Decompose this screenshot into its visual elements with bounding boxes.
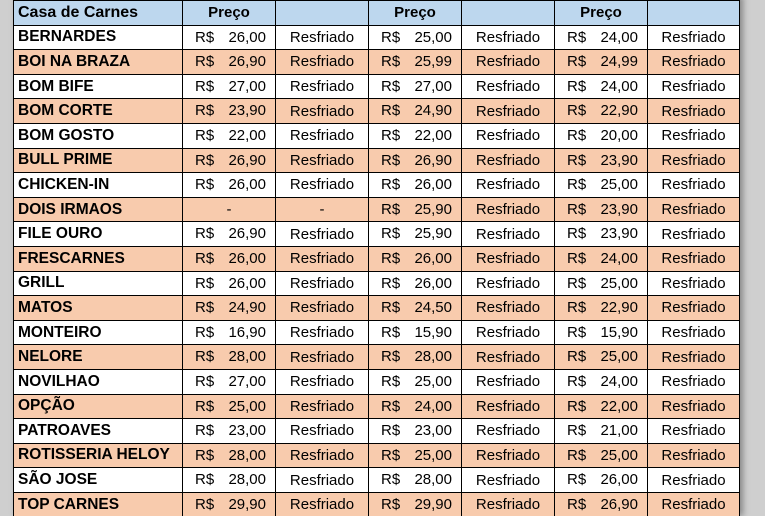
price-cell[interactable] xyxy=(369,345,462,370)
store-name-cell[interactable]: NOVILHAO xyxy=(14,369,183,394)
price-value: 24,50 xyxy=(414,299,452,317)
price-cell[interactable] xyxy=(183,148,276,173)
price-value: 24,90 xyxy=(414,102,452,120)
status-cell[interactable]: Resfriado xyxy=(276,468,369,493)
price-cell[interactable] xyxy=(369,148,462,173)
price-cell[interactable] xyxy=(555,492,648,516)
status-cell[interactable]: Resfriado xyxy=(462,74,555,99)
table-row xyxy=(14,419,740,444)
price-cell[interactable] xyxy=(369,320,462,345)
currency-symbol: R$ xyxy=(381,53,401,71)
store-name-cell[interactable]: MONTEIRO xyxy=(14,320,183,345)
price-value: 25,00 xyxy=(600,176,638,194)
currency-symbol: R$ xyxy=(381,28,401,46)
status-cell[interactable]: Resfriado xyxy=(648,197,740,222)
table-row xyxy=(14,99,740,124)
price-cell[interactable] xyxy=(369,369,462,394)
price-value: 25,00 xyxy=(228,397,266,415)
price-value: 28,00 xyxy=(228,471,266,489)
status-cell[interactable]: Resfriado xyxy=(462,394,555,419)
price-value: 26,90 xyxy=(228,225,266,243)
price-cell[interactable] xyxy=(369,419,462,444)
price-value: 26,00 xyxy=(414,249,452,267)
price-cell[interactable] xyxy=(369,173,462,198)
price-value: 15,90 xyxy=(414,323,452,341)
price-value: 22,00 xyxy=(228,126,266,144)
currency-symbol: R$ xyxy=(567,495,587,513)
currency-symbol: R$ xyxy=(567,126,587,144)
status-cell[interactable]: Resfriado xyxy=(462,443,555,468)
price-cell[interactable] xyxy=(183,296,276,321)
price-cell[interactable] xyxy=(183,369,276,394)
currency-symbol: R$ xyxy=(567,77,587,95)
price-cell[interactable] xyxy=(555,123,648,148)
status-cell[interactable]: Resfriado xyxy=(462,99,555,124)
currency-symbol: R$ xyxy=(567,299,587,317)
status-cell[interactable]: Resfriado xyxy=(276,173,369,198)
price-value: 25,00 xyxy=(414,446,452,464)
price-cell[interactable] xyxy=(555,173,648,198)
currency-symbol: R$ xyxy=(567,102,587,120)
price-value: 22,00 xyxy=(600,397,638,415)
price-cell[interactable] xyxy=(555,148,648,173)
price-value: 25,90 xyxy=(414,200,452,218)
table-row xyxy=(14,468,740,493)
status-cell[interactable]: Resfriado xyxy=(276,296,369,321)
status-cell[interactable]: Resfriado xyxy=(462,271,555,296)
status-cell[interactable]: Resfriado xyxy=(462,369,555,394)
currency-symbol: R$ xyxy=(195,446,215,464)
price-cell[interactable] xyxy=(369,222,462,247)
status-cell[interactable]: Resfriado xyxy=(276,345,369,370)
price-cell[interactable] xyxy=(183,468,276,493)
status-cell[interactable]: Resfriado xyxy=(648,173,740,198)
currency-symbol: R$ xyxy=(567,274,587,292)
table-row xyxy=(14,369,740,394)
status-cell[interactable]: Resfriado xyxy=(276,148,369,173)
table-row xyxy=(14,74,740,99)
price-value: 21,00 xyxy=(600,422,638,440)
currency-symbol: R$ xyxy=(195,225,215,243)
store-name-cell[interactable]: FRESCARNES xyxy=(14,246,183,271)
price-cell[interactable] xyxy=(183,320,276,345)
store-name-cell[interactable]: BERNARDES xyxy=(14,25,183,50)
price-value: 24,90 xyxy=(228,299,266,317)
status-cell[interactable]: Resfriado xyxy=(648,246,740,271)
column-header-price-2: Preço xyxy=(369,1,462,26)
price-cell[interactable] xyxy=(555,296,648,321)
status-cell[interactable]: Resfriado xyxy=(648,369,740,394)
store-name-cell[interactable]: CHICKEN-IN xyxy=(14,173,183,198)
status-cell[interactable]: Resfriado xyxy=(462,296,555,321)
store-name-cell[interactable]: DOIS IRMAOS xyxy=(14,197,183,222)
currency-symbol: R$ xyxy=(381,225,401,243)
currency-symbol: R$ xyxy=(381,249,401,267)
status-cell[interactable]: Resfriado xyxy=(462,123,555,148)
currency-symbol: R$ xyxy=(567,176,587,194)
price-cell[interactable] xyxy=(555,197,648,222)
store-name-cell[interactable]: FILE OURO xyxy=(14,222,183,247)
status-cell[interactable]: Resfriado xyxy=(276,25,369,50)
price-value: 28,00 xyxy=(414,348,452,366)
currency-symbol: R$ xyxy=(567,249,587,267)
store-name-cell[interactable]: TOP CARNES xyxy=(14,492,183,516)
table-row xyxy=(14,246,740,271)
store-name-cell[interactable]: PATROAVES xyxy=(14,419,183,444)
price-value: 25,00 xyxy=(600,348,638,366)
price-value: 22,90 xyxy=(600,102,638,120)
currency-symbol: R$ xyxy=(195,495,215,513)
status-cell[interactable]: Resfriado xyxy=(648,271,740,296)
status-cell[interactable]: Resfriado xyxy=(276,320,369,345)
price-value: 29,90 xyxy=(228,495,266,513)
price-cell[interactable] xyxy=(555,468,648,493)
price-value: 23,90 xyxy=(600,151,638,169)
currency-symbol: R$ xyxy=(381,151,401,169)
table-row xyxy=(14,320,740,345)
price-value: 26,00 xyxy=(228,176,266,194)
price-cell[interactable] xyxy=(555,369,648,394)
currency-symbol: R$ xyxy=(567,53,587,71)
price-cell[interactable] xyxy=(555,443,648,468)
status-cell[interactable]: Resfriado xyxy=(648,320,740,345)
price-cell[interactable] xyxy=(555,246,648,271)
price-value: 26,00 xyxy=(600,471,638,489)
currency-symbol: R$ xyxy=(567,422,587,440)
price-cell[interactable] xyxy=(183,25,276,50)
price-cell[interactable] xyxy=(369,271,462,296)
price-value: 23,90 xyxy=(600,200,638,218)
table-row xyxy=(14,492,740,516)
currency-symbol: R$ xyxy=(567,225,587,243)
price-value: 22,00 xyxy=(414,126,452,144)
status-cell[interactable]: Resfriado xyxy=(462,468,555,493)
currency-symbol: R$ xyxy=(381,200,401,218)
currency-symbol: R$ xyxy=(381,348,401,366)
price-value: 23,00 xyxy=(228,422,266,440)
currency-symbol: R$ xyxy=(195,471,215,489)
currency-symbol: R$ xyxy=(567,471,587,489)
status-cell[interactable]: Resfriado xyxy=(648,345,740,370)
price-cell[interactable] xyxy=(369,50,462,75)
price-cell[interactable] xyxy=(183,246,276,271)
column-header-status-3 xyxy=(648,1,740,26)
store-name-cell[interactable]: BOM BIFE xyxy=(14,74,183,99)
currency-symbol: R$ xyxy=(381,323,401,341)
status-cell[interactable]: Resfriado xyxy=(462,492,555,516)
price-value: 24,00 xyxy=(600,249,638,267)
price-cell[interactable] xyxy=(555,74,648,99)
price-cell[interactable] xyxy=(183,50,276,75)
status-cell[interactable]: Resfriado xyxy=(276,394,369,419)
price-value: 27,00 xyxy=(228,77,266,95)
price-value: 24,00 xyxy=(600,372,638,390)
table-row xyxy=(14,123,740,148)
status-cell[interactable]: - xyxy=(276,197,369,222)
currency-symbol: R$ xyxy=(567,397,587,415)
status-cell[interactable]: Resfriado xyxy=(462,320,555,345)
currency-symbol: R$ xyxy=(567,348,587,366)
price-table xyxy=(13,0,740,516)
price-cell[interactable] xyxy=(183,74,276,99)
price-cell[interactable] xyxy=(555,222,648,247)
currency-symbol: R$ xyxy=(381,446,401,464)
price-cell[interactable] xyxy=(555,345,648,370)
column-header-status-2 xyxy=(462,1,555,26)
price-value: 26,00 xyxy=(228,249,266,267)
status-cell[interactable]: Resfriado xyxy=(648,25,740,50)
table-row xyxy=(14,443,740,468)
status-cell[interactable]: Resfriado xyxy=(276,443,369,468)
price-value: 22,90 xyxy=(600,299,638,317)
price-cell[interactable] xyxy=(555,271,648,296)
price-value: 25,00 xyxy=(414,28,452,46)
price-cell[interactable] xyxy=(183,197,276,222)
price-value: 20,00 xyxy=(600,126,638,144)
price-cell[interactable] xyxy=(183,222,276,247)
status-cell[interactable]: Resfriado xyxy=(276,492,369,516)
currency-symbol: R$ xyxy=(195,126,215,144)
store-name-cell[interactable]: BOM GOSTO xyxy=(14,123,183,148)
price-value: 26,90 xyxy=(228,151,266,169)
status-cell[interactable]: Resfriado xyxy=(276,246,369,271)
table-row xyxy=(14,148,740,173)
status-cell[interactable]: Resfriado xyxy=(648,296,740,321)
status-cell[interactable]: Resfriado xyxy=(276,74,369,99)
price-cell[interactable] xyxy=(369,123,462,148)
price-value: 15,90 xyxy=(600,323,638,341)
price-value: 24,99 xyxy=(600,53,638,71)
price-value: 28,00 xyxy=(228,446,266,464)
status-cell[interactable]: Resfriado xyxy=(462,148,555,173)
currency-symbol: R$ xyxy=(195,397,215,415)
status-cell[interactable]: Resfriado xyxy=(648,394,740,419)
currency-symbol: R$ xyxy=(567,446,587,464)
status-cell[interactable]: Resfriado xyxy=(276,50,369,75)
status-cell[interactable]: Resfriado xyxy=(648,443,740,468)
price-value: 26,90 xyxy=(414,151,452,169)
currency-symbol: R$ xyxy=(381,422,401,440)
status-cell[interactable]: Resfriado xyxy=(276,222,369,247)
price-cell[interactable] xyxy=(369,197,462,222)
status-cell[interactable]: Resfriado xyxy=(648,74,740,99)
price-cell[interactable] xyxy=(183,173,276,198)
status-cell[interactable]: Resfriado xyxy=(462,173,555,198)
currency-symbol: R$ xyxy=(567,323,587,341)
currency-symbol: R$ xyxy=(195,274,215,292)
status-cell[interactable]: Resfriado xyxy=(648,492,740,516)
table-row xyxy=(14,394,740,419)
price-cell[interactable] xyxy=(183,345,276,370)
status-cell[interactable]: Resfriado xyxy=(462,419,555,444)
price-cell[interactable] xyxy=(555,99,648,124)
price-value: 28,00 xyxy=(228,348,266,366)
currency-symbol: R$ xyxy=(195,323,215,341)
price-value: - xyxy=(226,200,232,218)
price-cell[interactable] xyxy=(369,443,462,468)
status-cell[interactable]: Resfriado xyxy=(648,468,740,493)
currency-symbol: R$ xyxy=(381,495,401,513)
status-cell[interactable]: Resfriado xyxy=(276,99,369,124)
currency-symbol: R$ xyxy=(567,200,587,218)
status-cell[interactable]: Resfriado xyxy=(276,369,369,394)
status-cell[interactable]: Resfriado xyxy=(462,345,555,370)
currency-symbol: R$ xyxy=(381,372,401,390)
currency-symbol: R$ xyxy=(381,471,401,489)
table-row xyxy=(14,50,740,75)
status-cell[interactable]: Resfriado xyxy=(648,123,740,148)
price-cell[interactable] xyxy=(183,394,276,419)
currency-symbol: R$ xyxy=(195,28,215,46)
price-cell[interactable] xyxy=(555,25,648,50)
currency-symbol: R$ xyxy=(381,176,401,194)
status-cell[interactable]: Resfriado xyxy=(648,50,740,75)
price-value: 26,00 xyxy=(414,274,452,292)
price-value: 24,00 xyxy=(600,77,638,95)
column-header-price-1: Preço xyxy=(183,1,276,26)
table-row xyxy=(14,222,740,247)
currency-symbol: R$ xyxy=(381,274,401,292)
price-value: 25,00 xyxy=(600,274,638,292)
status-cell[interactable]: Resfriado xyxy=(462,197,555,222)
status-cell[interactable]: Resfriado xyxy=(462,222,555,247)
price-value: 23,90 xyxy=(600,225,638,243)
store-name-cell[interactable]: BULL PRIME xyxy=(14,148,183,173)
store-name-cell[interactable]: BOI NA BRAZA xyxy=(14,50,183,75)
status-cell[interactable]: Resfriado xyxy=(648,222,740,247)
price-value: 24,00 xyxy=(414,397,452,415)
price-cell[interactable] xyxy=(183,419,276,444)
price-value: 26,90 xyxy=(600,495,638,513)
price-value: 25,99 xyxy=(414,53,452,71)
table-row xyxy=(14,25,740,50)
price-cell[interactable] xyxy=(369,394,462,419)
status-cell[interactable]: Resfriado xyxy=(648,148,740,173)
price-cell[interactable] xyxy=(555,419,648,444)
price-cell[interactable] xyxy=(183,123,276,148)
store-name-cell[interactable]: MATOS xyxy=(14,296,183,321)
column-header-price-3: Preço xyxy=(555,1,648,26)
price-value: 24,00 xyxy=(600,28,638,46)
currency-symbol: R$ xyxy=(381,77,401,95)
currency-symbol: R$ xyxy=(195,53,215,71)
currency-symbol: R$ xyxy=(381,102,401,120)
currency-symbol: R$ xyxy=(381,299,401,317)
currency-symbol: R$ xyxy=(567,372,587,390)
currency-symbol: R$ xyxy=(567,28,587,46)
currency-symbol: R$ xyxy=(195,348,215,366)
price-cell[interactable] xyxy=(183,492,276,516)
store-name-cell[interactable]: BOM CORTE xyxy=(14,99,183,124)
store-name-cell[interactable]: GRILL xyxy=(14,271,183,296)
price-value: 26,90 xyxy=(228,53,266,71)
status-cell[interactable]: Resfriado xyxy=(648,419,740,444)
price-value: 29,90 xyxy=(414,495,452,513)
price-value: 26,00 xyxy=(228,274,266,292)
column-header-store: Casa de Carnes xyxy=(14,1,183,26)
currency-symbol: R$ xyxy=(195,422,215,440)
store-name-cell[interactable]: ROTISSERIA HELOY xyxy=(14,443,183,468)
table-row xyxy=(14,173,740,198)
status-cell[interactable]: Resfriado xyxy=(462,25,555,50)
spreadsheet-sheet xyxy=(13,0,740,516)
price-value: 23,90 xyxy=(228,102,266,120)
price-cell[interactable] xyxy=(183,443,276,468)
price-cell[interactable] xyxy=(183,99,276,124)
price-value: 25,90 xyxy=(414,225,452,243)
price-value: 27,00 xyxy=(414,77,452,95)
price-value: 16,90 xyxy=(228,323,266,341)
price-cell[interactable] xyxy=(369,99,462,124)
status-cell[interactable]: Resfriado xyxy=(648,99,740,124)
price-value: 26,00 xyxy=(414,176,452,194)
header-row xyxy=(14,1,740,26)
currency-symbol: R$ xyxy=(195,151,215,169)
store-name-cell[interactable]: NELORE xyxy=(14,345,183,370)
store-name-cell[interactable]: OPÇÃO xyxy=(14,394,183,419)
currency-symbol: R$ xyxy=(195,299,215,317)
status-cell[interactable]: Resfriado xyxy=(276,419,369,444)
status-cell[interactable]: Resfriado xyxy=(276,123,369,148)
store-name-cell[interactable]: SÃO JOSE xyxy=(14,468,183,493)
price-cell[interactable] xyxy=(369,296,462,321)
price-cell[interactable] xyxy=(555,320,648,345)
price-value: 26,00 xyxy=(228,28,266,46)
price-cell[interactable] xyxy=(555,394,648,419)
price-cell[interactable] xyxy=(369,74,462,99)
currency-symbol: R$ xyxy=(195,176,215,194)
currency-symbol: R$ xyxy=(381,126,401,144)
table-row xyxy=(14,345,740,370)
price-cell[interactable] xyxy=(555,50,648,75)
price-value: 25,00 xyxy=(600,446,638,464)
table-row xyxy=(14,271,740,296)
status-cell[interactable]: Resfriado xyxy=(276,271,369,296)
price-value: 23,00 xyxy=(414,422,452,440)
table-row xyxy=(14,197,740,222)
currency-symbol: R$ xyxy=(381,397,401,415)
price-value: 25,00 xyxy=(414,372,452,390)
currency-symbol: R$ xyxy=(195,249,215,267)
status-cell[interactable]: Resfriado xyxy=(462,50,555,75)
currency-symbol: R$ xyxy=(195,102,215,120)
price-cell[interactable] xyxy=(369,246,462,271)
column-header-status-1 xyxy=(276,1,369,26)
price-cell[interactable] xyxy=(183,271,276,296)
currency-symbol: R$ xyxy=(567,151,587,169)
currency-symbol: R$ xyxy=(195,77,215,95)
price-cell[interactable] xyxy=(369,492,462,516)
status-cell[interactable]: Resfriado xyxy=(462,246,555,271)
price-cell[interactable] xyxy=(369,25,462,50)
currency-symbol: R$ xyxy=(195,372,215,390)
price-value: 27,00 xyxy=(228,372,266,390)
price-value: 28,00 xyxy=(414,471,452,489)
price-cell[interactable] xyxy=(369,468,462,493)
table-row xyxy=(14,296,740,321)
